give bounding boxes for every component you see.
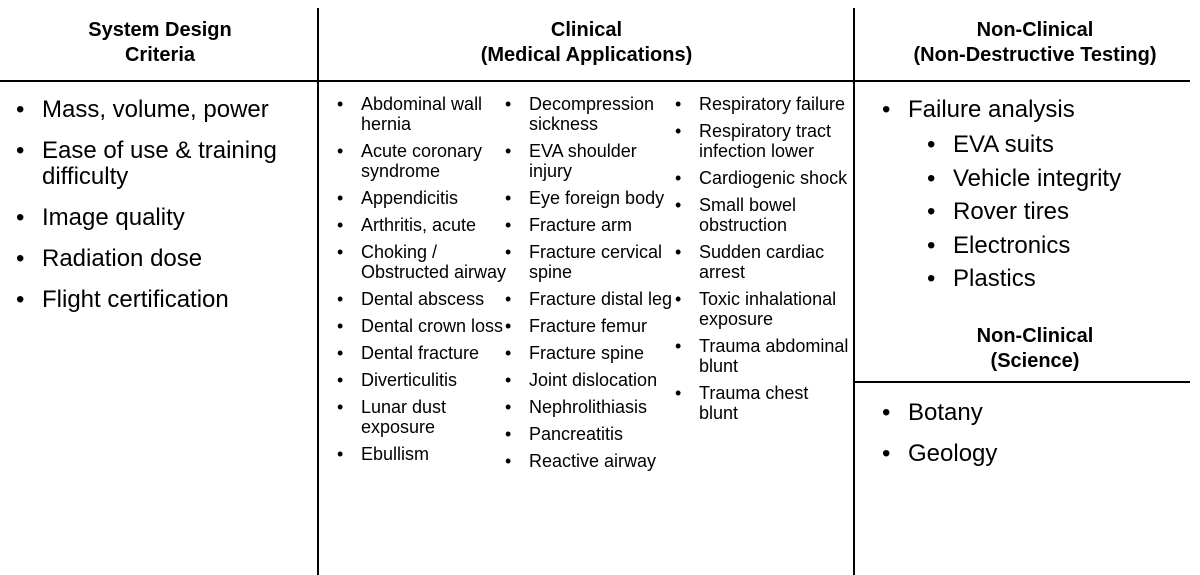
list-item: • Decompression sickness: [505, 94, 675, 134]
list-item: • Ebullism: [337, 444, 512, 464]
list-item: • Fracture spine: [505, 343, 675, 363]
list-item: • Trauma chest blunt: [675, 383, 850, 423]
list-item: • Fracture femur: [505, 316, 675, 336]
list-item: • Fracture distal leg: [505, 289, 675, 309]
header-science-line1: Non-Clinical: [976, 325, 1094, 347]
header-system-design: [40, 18, 280, 68]
list-item: • Respiratory tract infection lower: [675, 121, 850, 161]
header-clinical: [319, 18, 854, 68]
list-item: • Diverticulitis: [337, 370, 512, 390]
list-item: • Reactive airway: [505, 451, 675, 471]
list-item: • Fracture cervical spine: [505, 242, 675, 282]
list-item: • Trauma abdominal blunt: [675, 336, 850, 376]
list-item: • Dental abscess: [337, 289, 512, 309]
list-item: • Dental fracture: [337, 343, 512, 363]
list-item: • Abdominal wall hernia: [337, 94, 512, 134]
list-item: • Fracture arm: [505, 215, 675, 235]
list-item: • Plastics: [927, 266, 1187, 292]
list-item: • Choking / Obstructed airway: [337, 242, 512, 282]
list-item: • Cardiogenic shock: [675, 168, 850, 188]
ndt-sublist: [927, 132, 1187, 300]
header-ndt-line2: (Non-Destructive Testing): [913, 44, 1157, 66]
science-divider: [854, 381, 1190, 383]
list-item: • Nephrolithiasis: [505, 397, 675, 417]
header-ndt-line1: Non-Clinical: [976, 19, 1094, 41]
divider-right: [853, 8, 855, 575]
header-underline: [0, 80, 1190, 82]
clinical-list-col2: [505, 94, 675, 478]
clinical-list-col1: [337, 94, 512, 471]
header-system-design-line1: System Design: [88, 19, 232, 41]
list-item: • Pancreatitis: [505, 424, 675, 444]
header-clinical-line2: (Medical Applications): [480, 44, 693, 66]
list-item: • Sudden cardiac arrest: [675, 242, 850, 282]
list-item: • Failure analysis: [882, 97, 1182, 123]
list-item: • EVA suits: [927, 132, 1187, 158]
list-item: • Respiratory failure: [675, 94, 850, 114]
list-item: • Arthritis, acute: [337, 215, 512, 235]
divider-left: [317, 8, 319, 575]
system-design-list: [16, 97, 311, 328]
science-list: [882, 400, 1182, 482]
header-non-clinical-science: [880, 324, 1190, 374]
clinical-list-col3: [675, 94, 850, 430]
list-item: • Geology: [882, 441, 1182, 467]
list-item: • Botany: [882, 400, 1182, 426]
list-item: • Mass, volume, power: [16, 97, 311, 123]
list-item: • Image quality: [16, 205, 311, 231]
list-item: • Acute coronary syndrome: [337, 141, 512, 181]
list-item: • Flight certification: [16, 287, 311, 313]
header-clinical-line1: Clinical: [550, 19, 623, 41]
list-item: • Appendicitis: [337, 188, 512, 208]
list-item: • Ease of use & training difficulty: [16, 138, 311, 190]
list-item: • Dental crown loss: [337, 316, 512, 336]
list-item: • Rover tires: [927, 199, 1187, 225]
list-item: • Radiation dose: [16, 246, 311, 272]
list-item: • Vehicle integrity: [927, 166, 1187, 192]
header-science-line2: (Science): [990, 350, 1080, 372]
header-non-clinical-ndt: [880, 18, 1190, 68]
list-item: • Electronics: [927, 233, 1187, 259]
list-item: • Eye foreign body: [505, 188, 675, 208]
list-item: • Toxic inhalational exposure: [675, 289, 850, 329]
list-item: • Joint dislocation: [505, 370, 675, 390]
list-item: • Lunar dust exposure: [337, 397, 512, 437]
list-item: • Small bowel obstruction: [675, 195, 850, 235]
header-system-design-line2: Criteria: [124, 44, 196, 66]
list-item: • EVA shoulder injury: [505, 141, 675, 181]
